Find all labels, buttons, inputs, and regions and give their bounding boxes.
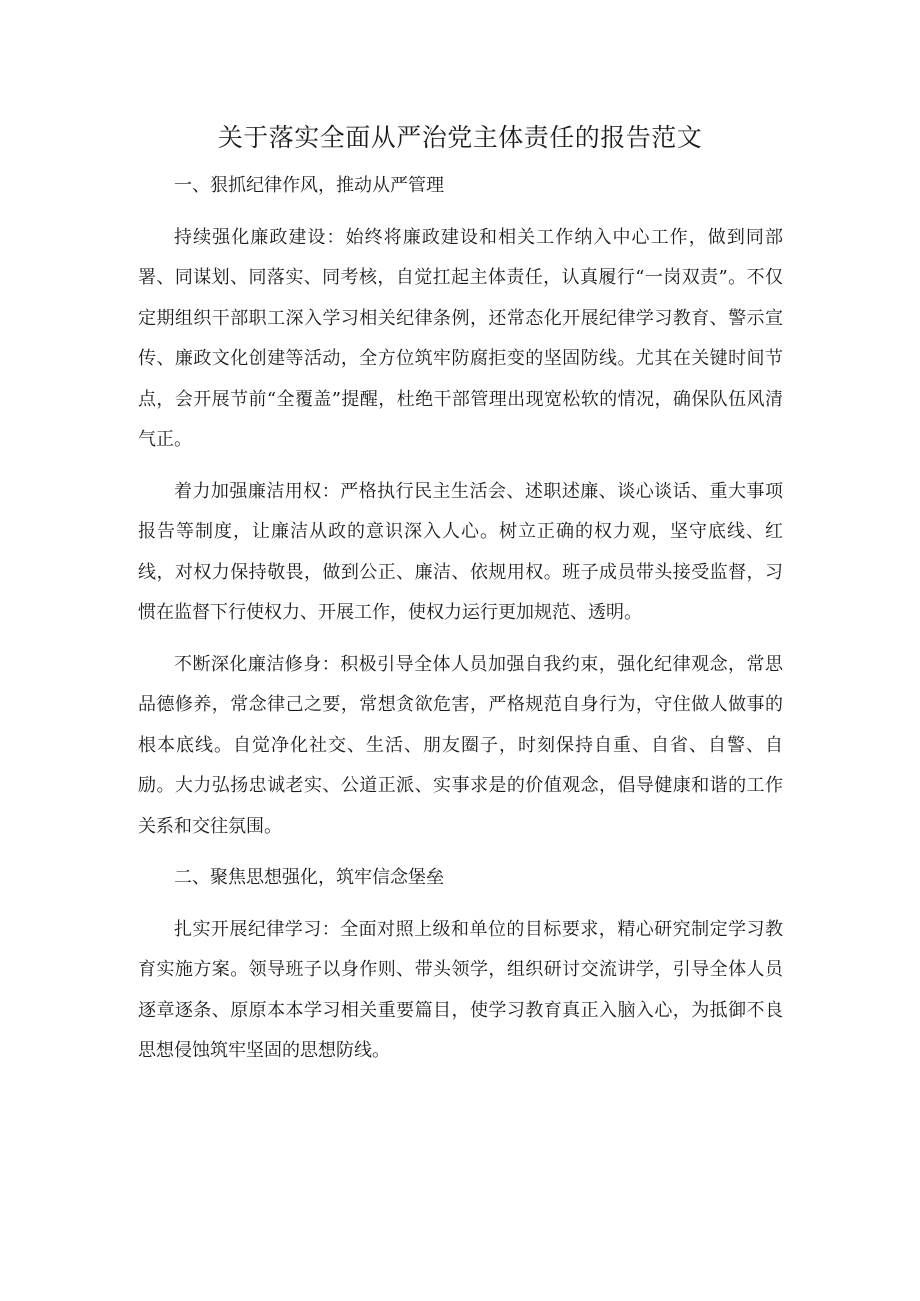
paragraph-self-cultivation: 不断深化廉洁修身：积极引导全体人员加强自我约束，强化纪律观念，常思品德修养，常念律己之要，常想贪欲危害，严格规范自身行为，守住做人做事的根本底线。自觉净化社交、生活、朋友圈子，时刻保持自重、自省、自警、自励。大力弘扬忠诚老实、公道正派、实事求是的价值观念，倡导健康和谐的工作关系和交往氛围。 [138, 653, 783, 837]
section-heading-1: 一、狠抓纪律作风，推动从严管理 [174, 175, 444, 196]
paragraph-clean-use-of-power: 着力加强廉洁用权：严格执行民主生活会、述职述廉、谈心谈话、重大事项报告等制度，让廉洁从政的意识深入人心。树立正确的权力观，坚守底线、红线，对权力保持敬畏，做到公正、廉洁、依规用权。班子成员带头接受监督，习惯在监督下行使权力、开展工作，使权力运行更加规范、透明。 [138, 480, 783, 623]
paragraph-discipline-building: 持续强化廉政建设：始终将廉政建设和相关工作纳入中心工作，做到同部署、同谋划、同落实、同考核，自觉扛起主体责任，认真履行“一岗双责”。不仅定期组织干部职工深入学习相关纪律条例，还常态化开展纪律学习教育、警示宣传、廉政文化创建等活动，全方位筑牢防腐拒变的坚固防线。尤其在关键时间节点，会开展节前“全覆盖”提醒，杜绝干部管理出现宽松软的情况，确保队伍风清气正。 [138, 226, 783, 450]
document-body [138, 166, 783, 1083]
section-heading-2: 二、聚焦思想强化，筑牢信念堡垒 [174, 867, 444, 888]
paragraph-discipline-study: 扎实开展纪律学习：全面对照上级和单位的目标要求，精心研究制定学习教育实施方案。领导班子以身作则、带头领学，组织研讨交流讲学，引导全体人员逐章逐条、原原本本学习相关重要篇目，使学习教育真正入脑入心，为抵御不良思想侵蚀筑牢坚固的思想防线。 [138, 918, 783, 1061]
document-title: 关于落实全面从严治党主体责任的报告范文 [217, 123, 703, 152]
